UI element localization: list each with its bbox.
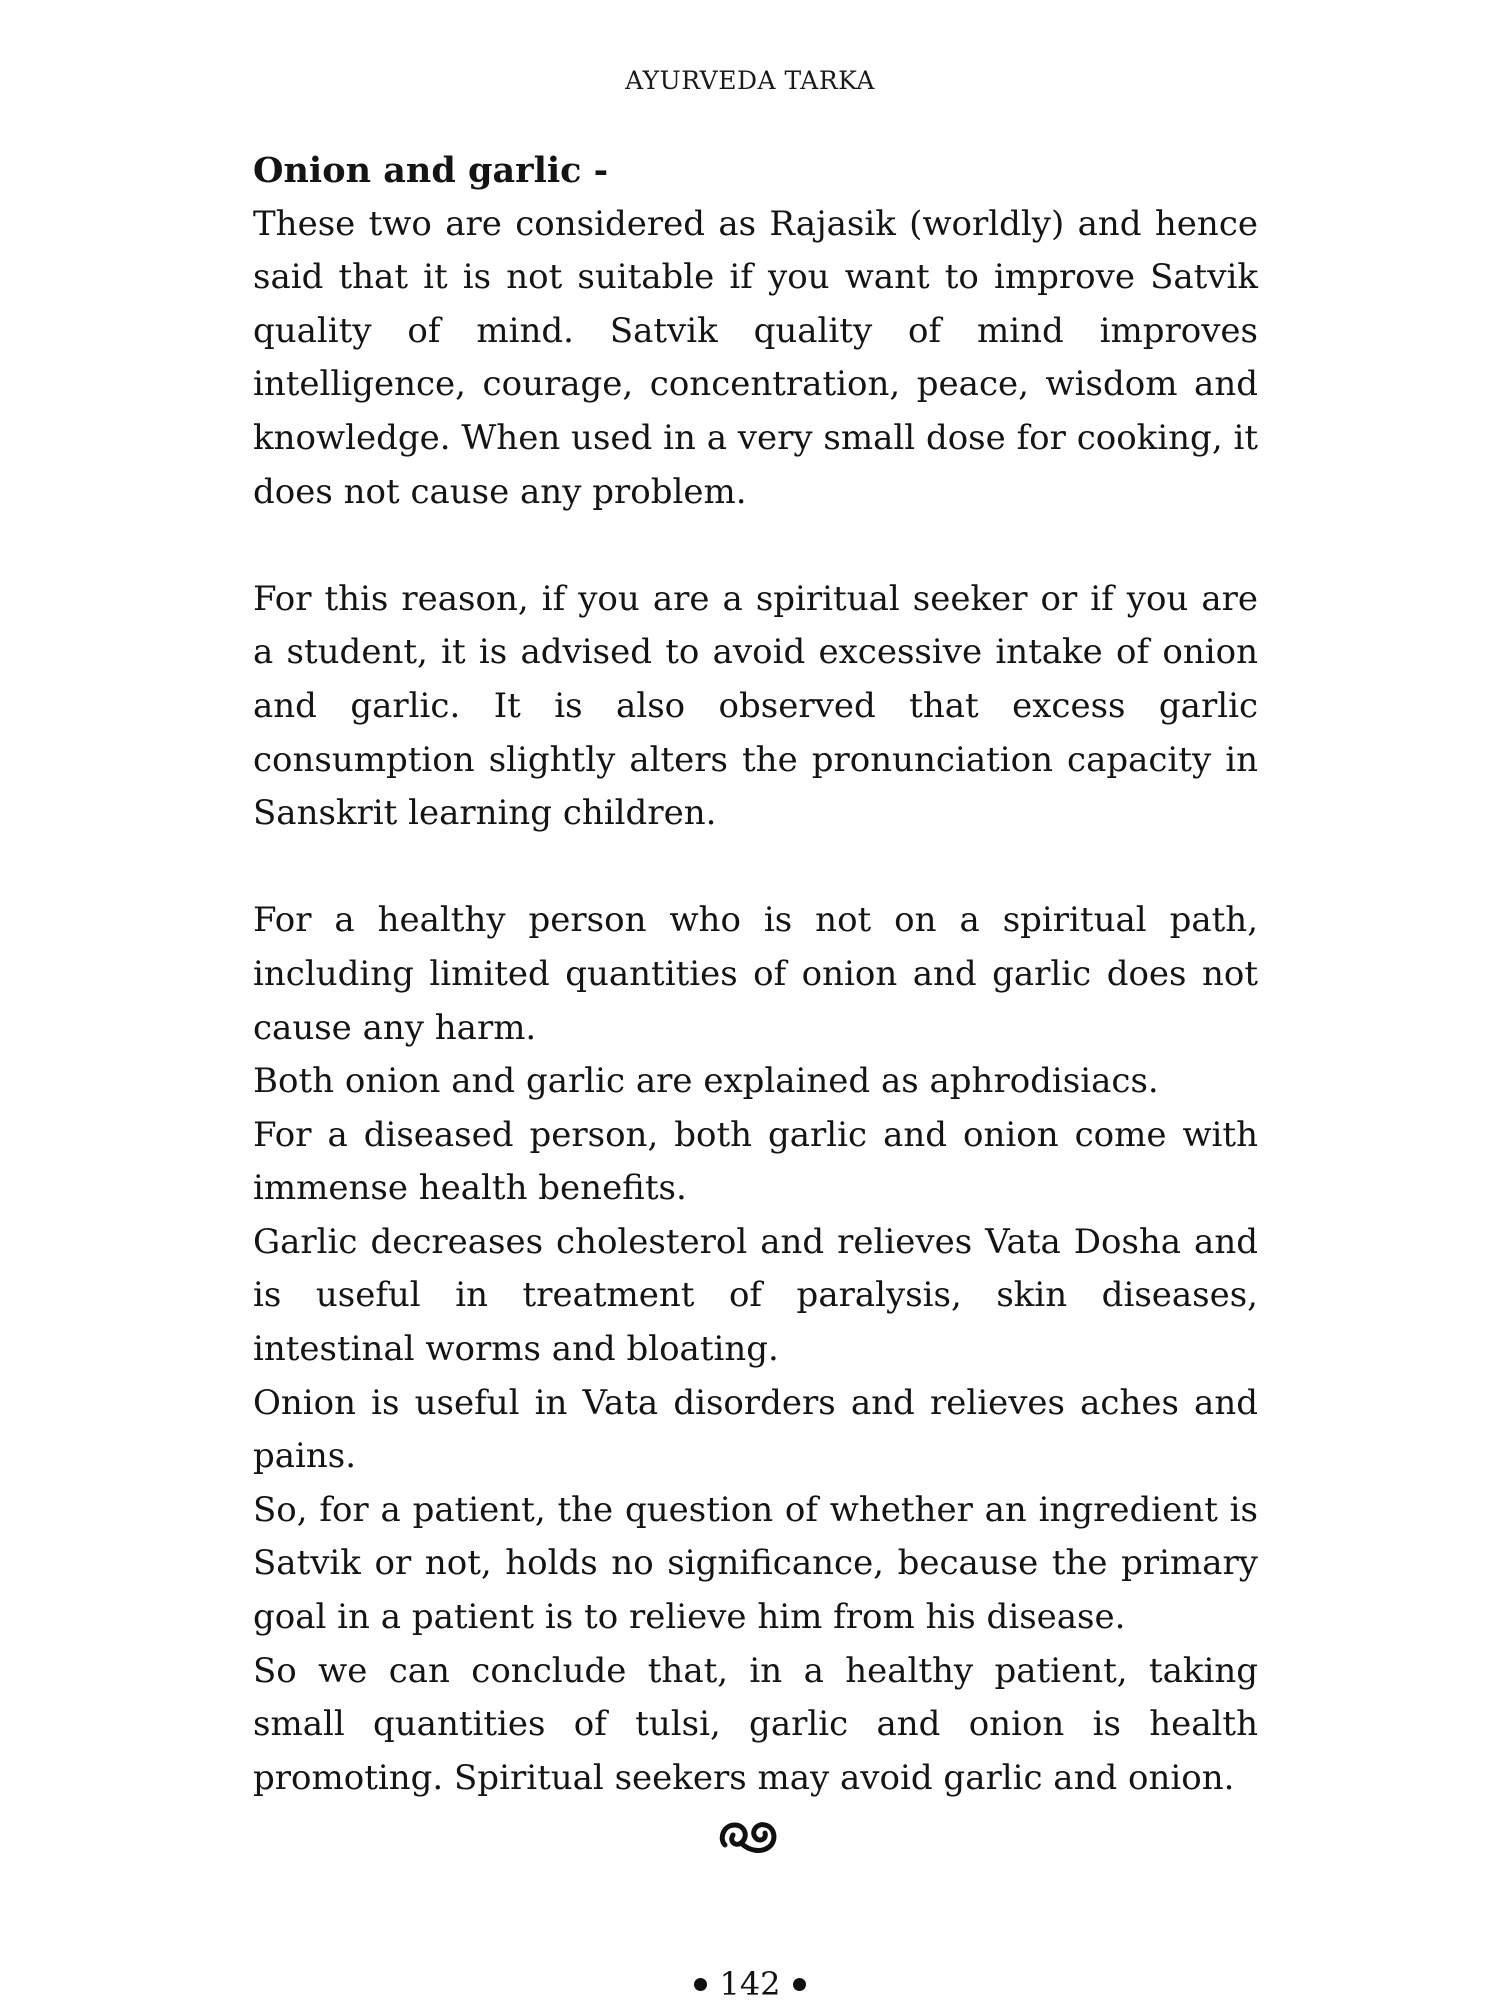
page-number xyxy=(0,1965,1500,2003)
paragraph-gap xyxy=(253,841,1258,895)
paragraph-gap xyxy=(253,519,1258,573)
paragraph-spiritual-seeker: For this reason, if you are a spiritual seeker or if you are a student, it is advised to avoid excessive intake of onion and garlic. It is also observed that excess garlic consumption slightly alters the pronunciation capacity in Sanskrit learning children. xyxy=(253,578,1258,834)
running-header: AYURVEDA TARKA xyxy=(625,66,875,95)
paragraph-patient: So, for a patient, the question of whether an ingredient is Satvik or not, holds no significance, because the primary goal in a patient is to relieve him from his disease. xyxy=(253,1489,1258,1638)
flourish-ornament-icon xyxy=(715,1815,785,1859)
bullet-right xyxy=(793,1978,806,1991)
page-number-text: 142 xyxy=(719,1965,781,2003)
paragraph-diseased-person: For a diseased person, both garlic and onion come with immense health benefits. xyxy=(253,1114,1258,1209)
paragraph-healthy-person: For a healthy person who is not on a spiritual path, including limited quantities of onion and garlic does not cause any harm. xyxy=(253,900,1258,1048)
section-end-ornament xyxy=(0,1815,1500,1859)
paragraph-rajasik: These two are considered as Rajasik (worldly) and hence said that it is not suitable if you want to improve Satvik quality of mind. Satvik quality of mind improves intelligence, courage, concentration, peace, wisdom and knowledge. When used in a very small dose for cooking, it does not cause any problem. xyxy=(253,203,1258,512)
bullet-left xyxy=(694,1978,707,1991)
paragraph-garlic-benefits: Garlic decreases cholesterol and relieves Vata Dosha and is useful in treatment of paralysis, skin diseases, intestinal worms and bloating. xyxy=(253,1221,1258,1370)
paragraph-onion-benefits: Onion is useful in Vata disorders and relieves aches and pains. xyxy=(253,1382,1258,1477)
paragraph-aphrodisiacs: Both onion and garlic are explained as aphrodisiacs. xyxy=(253,1061,1159,1102)
section-title: Onion and garlic - xyxy=(253,150,609,191)
page-content xyxy=(253,144,1258,1805)
paragraph-conclusion: So we can conclude that, in a healthy patient, taking small quantities of tulsi, garlic and onion is health promoting. Spiritual seekers may avoid garlic and onion. xyxy=(253,1650,1258,1798)
